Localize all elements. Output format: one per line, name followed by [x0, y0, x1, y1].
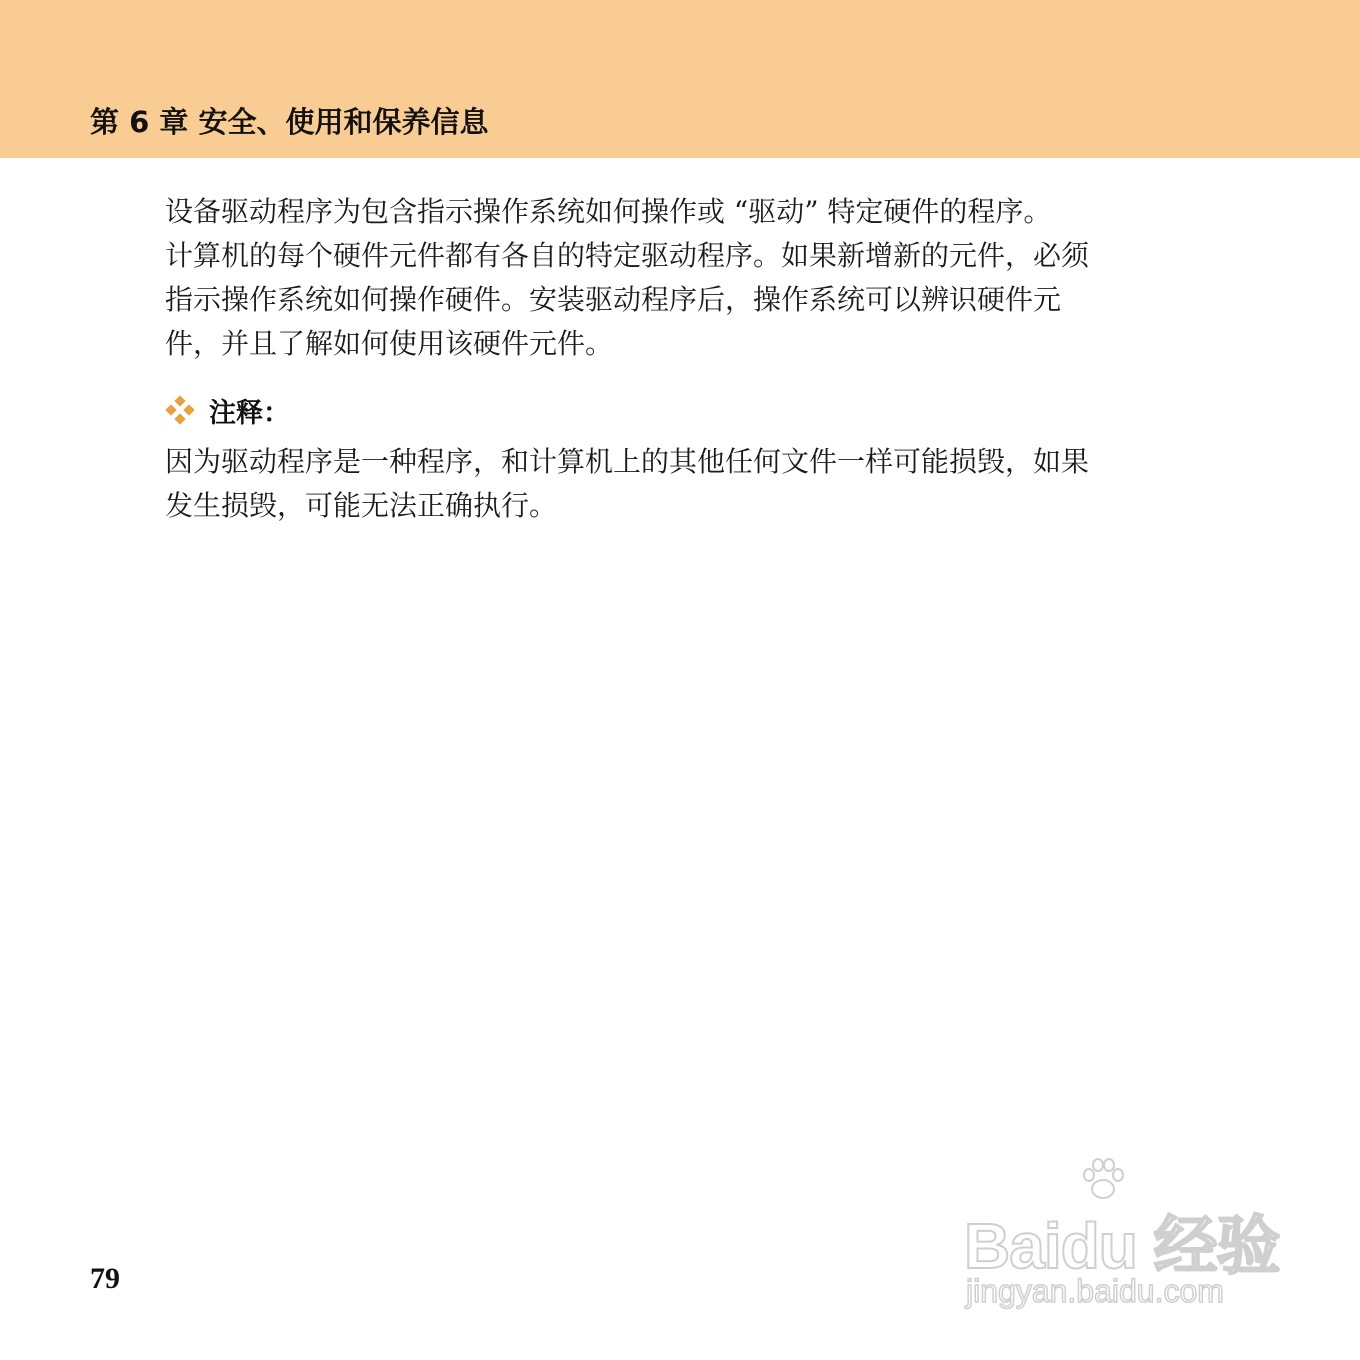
note-heading [165, 390, 290, 430]
intro-line: 件，并且了解如何使用该硬件元件。 [165, 327, 614, 360]
baidu-watermark [960, 1155, 1280, 1315]
intro-paragraph [165, 190, 1245, 366]
diamond-bullet-icon [165, 395, 195, 425]
chapter-header-band [0, 0, 1360, 158]
intro-line: 指示操作系统如何操作硬件。安装驱动程序后，操作系统可以辨识硬件元 [165, 283, 1062, 316]
chapter-title: 第 6 章 安全、使用和保养信息 [90, 105, 489, 139]
note-label: 注释： [209, 397, 290, 429]
note-paragraph [165, 440, 1245, 528]
note-line: 因为驱动程序是一种程序，和计算机上的其他任何文件一样可能损毁，如果 [165, 445, 1090, 478]
intro-line: 计算机的每个硬件元件都有各自的特定驱动程序。如果新增新的元件，必须 [165, 239, 1090, 272]
intro-line: 设备驱动程序为包含指示操作系统如何操作或 “驱动” 特定硬件的程序。 [165, 195, 1052, 228]
page-number: 79 [90, 1262, 120, 1295]
watermark-brand: Baidu 经验 [964, 1210, 1280, 1282]
note-line: 发生损毁，可能无法正确执行。 [165, 489, 558, 522]
watermark-url: jingyan.baidu.com [966, 1273, 1224, 1309]
